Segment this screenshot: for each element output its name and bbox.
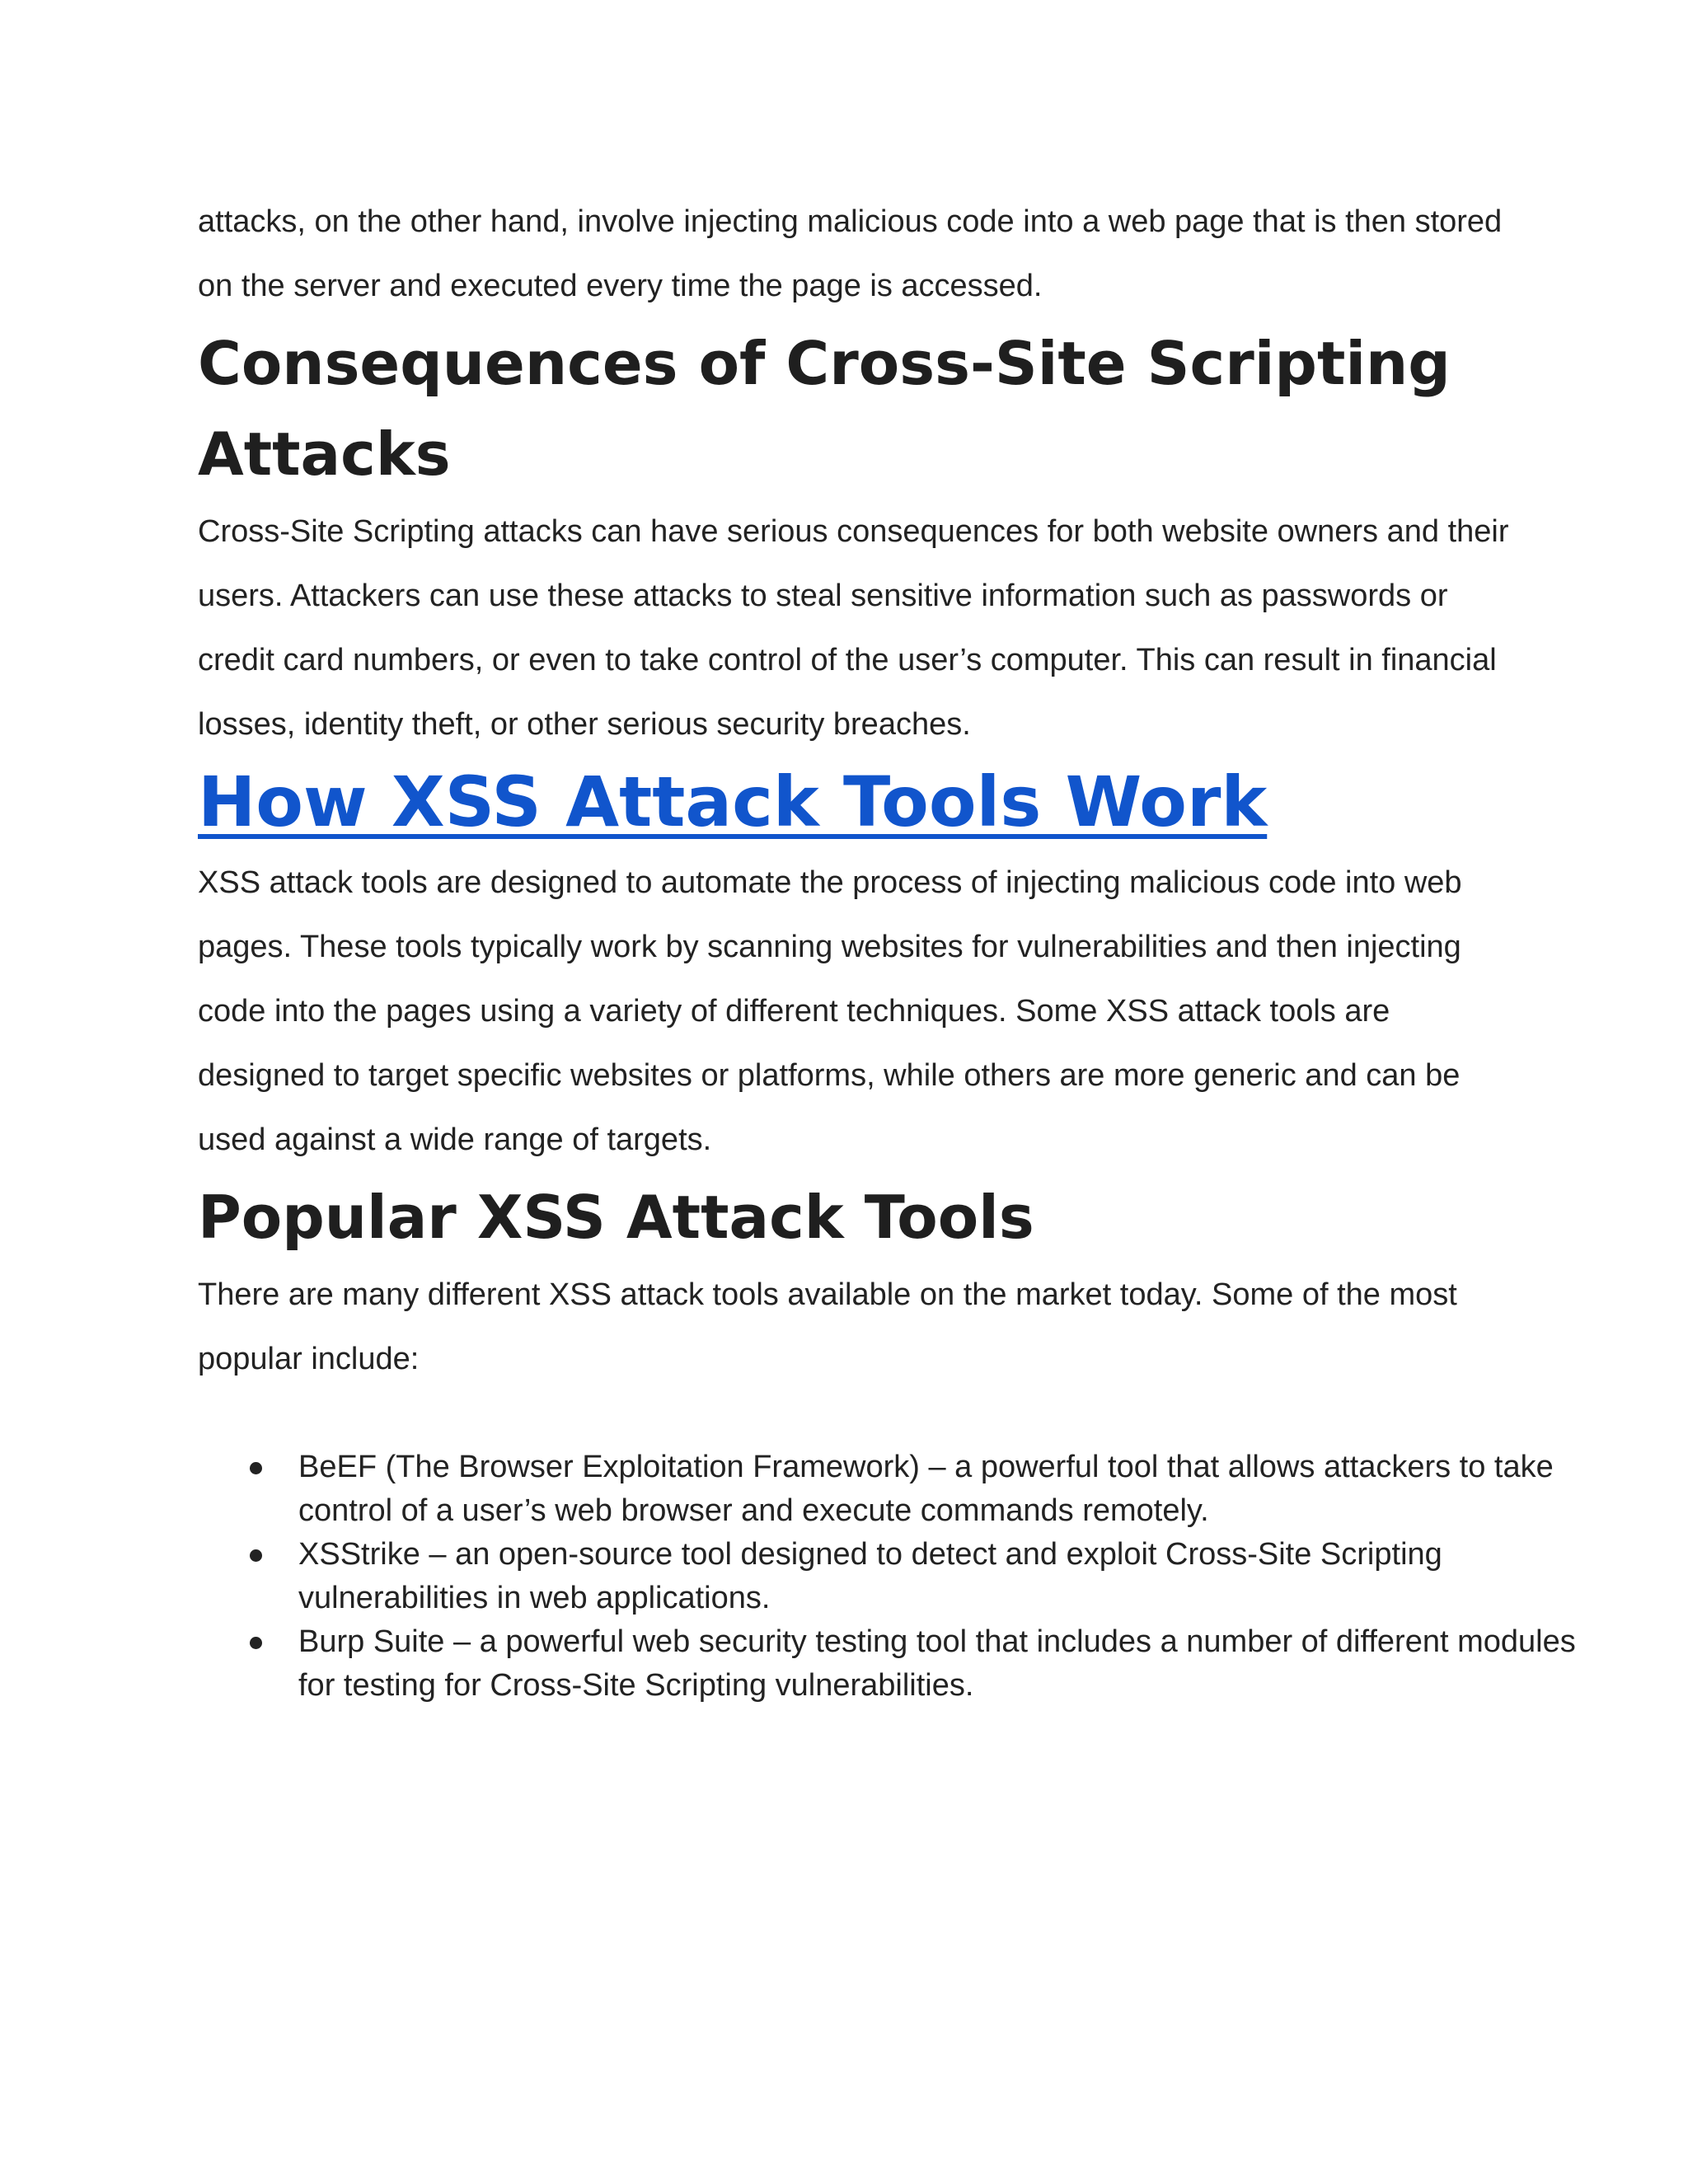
bullet-icon	[250, 1549, 262, 1562]
list-item-text: XSStrike – an open-source tool designed to detect and exploit Cross-Site Scripting vulnerabilities in web applications.	[298, 1537, 1442, 1615]
intro-paragraph: attacks, on the other hand, involve injecting malicious code into a web page that is then stored on the server and executed every time the page is accessed.	[198, 204, 1503, 303]
consequences-paragraph: Cross-Site Scripting attacks can have serious consequences for both website owners and their users. Attackers can use these attacks to steal sensitive information such as passwords or credit card numbers, or even to take control of the user’s computer. This can result in financial losses, identity theft, or other serious security breaches.	[198, 514, 1509, 742]
heading-popular-tools: Popular XSS Attack Tools	[198, 1183, 1034, 1252]
list-item-text: BeEF (The Browser Exploitation Framework) – a powerful tool that allows attackers to take control of a user’s web browser and execute commands remotely.	[298, 1450, 1554, 1528]
how-tools-work-paragraph: XSS attack tools are designed to automate the process of injecting malicious code into web pages. These tools typically work by scanning websites for vulnerabilities and then injecting code into the pages using a variety of different techniques. Some XSS attack tools are designed to target specific websites or platforms, while others are more generic and can be used against a wide range of targets.	[198, 865, 1462, 1157]
document-page	[198, 190, 1576, 1708]
tools-list	[198, 1446, 1576, 1708]
list-item	[198, 1620, 1601, 1708]
list-item	[198, 1446, 1601, 1533]
bullet-icon	[250, 1637, 262, 1649]
bullet-icon	[250, 1462, 262, 1474]
list-item-text: Burp Suite – a powerful web security testing tool that includes a number of different modules for testing for Cross-Site Scripting vulnerabilities.	[298, 1624, 1576, 1703]
list-item	[198, 1533, 1601, 1620]
popular-intro-paragraph: There are many different XSS attack tools available on the market today. Some of the most popular include:	[198, 1277, 1457, 1376]
heading-how-tools-work	[198, 757, 1517, 851]
heading-consequences: Consequences of Cross-Site Scripting Attacks	[198, 329, 1451, 489]
how-tools-work-link[interactable]: How XSS Attack Tools Work	[198, 762, 1268, 842]
